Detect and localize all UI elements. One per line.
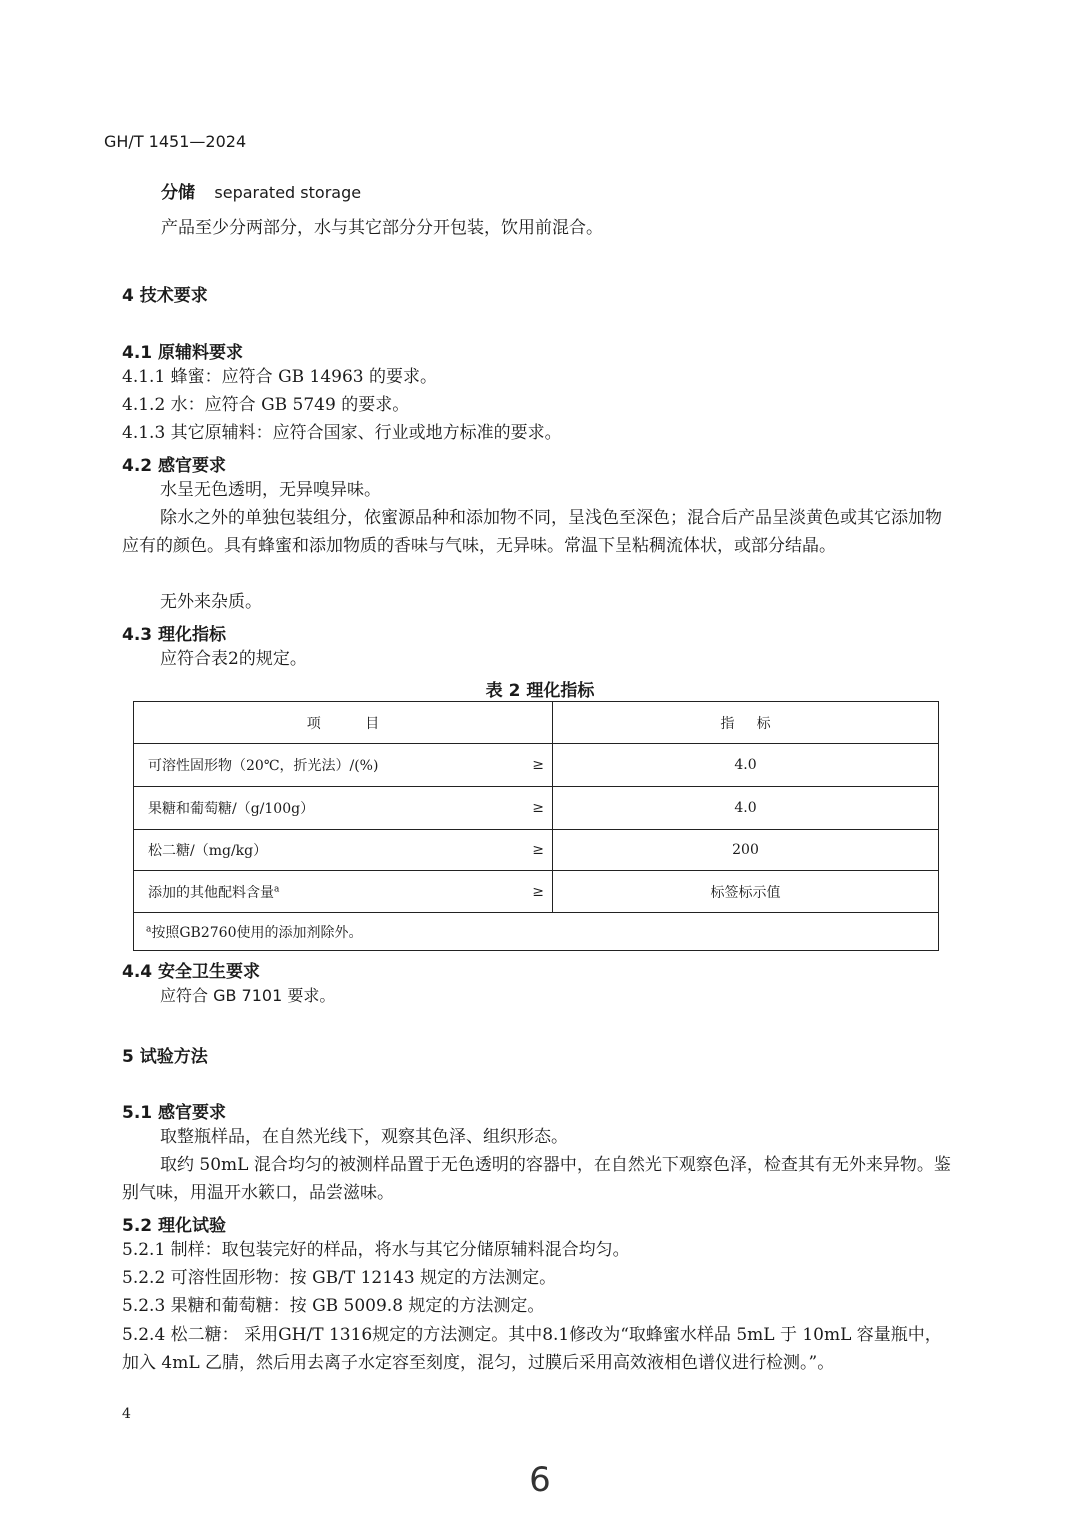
col-item-header: 项 目 xyxy=(134,702,553,744)
row-item: 可溶性固形物（20℃，折光法）/(%) ≥ xyxy=(134,744,553,787)
page-number: 4 xyxy=(122,1406,131,1422)
sensory-paragraph-3: 无外来杂质。 xyxy=(160,592,262,612)
physchem-table xyxy=(133,701,939,951)
ge-sign: ≥ xyxy=(532,842,544,858)
table-footnote-row xyxy=(134,913,939,951)
section-4-4-title: 4.4 安全卫生要求 xyxy=(122,962,261,982)
page-number-large: 6 xyxy=(529,1460,551,1500)
table-row xyxy=(134,830,939,871)
section-4-3-title: 4.3 理化指标 xyxy=(122,625,227,645)
row-value: 标签标示值 xyxy=(553,871,939,913)
row-value: 200 xyxy=(553,830,939,871)
ge-sign: ≥ xyxy=(532,883,544,900)
doc-id: GH/T 1451—2024 xyxy=(104,132,247,151)
term-definition: 产品至少分两部分，水与其它部分分开包装，饮用前混合。 xyxy=(161,218,603,238)
safety-paragraph: 应符合 GB 7101 要求。 xyxy=(160,986,336,1005)
ge-sign: ≥ xyxy=(532,800,544,816)
clause-4-1-1: 4.1.1 蜂蜜：应符合 GB 14963 的要求。 xyxy=(122,367,438,387)
row-value: 4.0 xyxy=(553,787,939,830)
clause-5-2-3: 5.2.3 果糖和葡萄糖：按 GB 5009.8 规定的方法测定。 xyxy=(122,1296,545,1316)
col-value-header: 指 标 xyxy=(553,702,939,744)
test-sensory-paragraph-2: 取约 50mL 混合均匀的被测样品置于无色透明的容器中，在自然光下观察色泽，检查其有无外来异物。鉴别气味，用温开水簌口，品尝滋味。 xyxy=(122,1155,951,1203)
clause-4-1-3: 4.1.3 其它原辅料：应符合国家、行业或地方标准的要求。 xyxy=(122,423,562,443)
section-4-2-title: 4.2 感官要求 xyxy=(122,456,227,476)
test-sensory-paragraph-1: 取整瓶样品，在自然光线下，观察其色泽、组织形态。 xyxy=(160,1127,568,1147)
row-value: 4.0 xyxy=(553,744,939,787)
sensory-paragraph-1: 水呈无色透明，无异嗅异味。 xyxy=(160,480,381,500)
ge-sign: ≥ xyxy=(532,757,544,773)
table-caption: 表 2 理化指标 xyxy=(485,681,595,701)
clause-5-2-2: 5.2.2 可溶性固形物：按 GB/T 12143 规定的方法测定。 xyxy=(122,1268,557,1288)
term-name-en: separated storage xyxy=(214,183,362,202)
section-4-1-title: 4.1 原辅料要求 xyxy=(122,343,244,363)
physchem-paragraph: 应符合表2的规定。 xyxy=(160,649,307,669)
table-header-row xyxy=(134,702,939,744)
section-5-2-title: 5.2 理化试验 xyxy=(122,1216,227,1236)
clause-5-2-4: 5.2.4 松二糖： 采用GH/T 1316规定的方法测定。其中8.1修改为“取蜂蜜水样品 5mL 于 10mL 容量瓶中，加入 4mL 乙腈，然后用去离子水定容至刻度，混匀，过膜后采用高效液相色谱仪进行检测。”。 xyxy=(122,1325,942,1373)
table-row xyxy=(134,787,939,830)
table-row xyxy=(134,871,939,913)
sensory-paragraph-2: 除水之外的单独包装组分，依蜜源品种和添加物不同，呈浅色至深色；混合后产品呈淡黄色或其它添加物应有的颜色。具有蜂蜜和添加物质的香味与气味，无异味。常温下呈粘稠流体状，或部分结晶。 xyxy=(122,508,942,556)
row-item: 果糖和葡萄糖/（g/100g） ≥ xyxy=(134,787,553,830)
term-heading xyxy=(161,182,361,204)
clause-4-1-2: 4.1.2 水：应符合 GB 5749 的要求。 xyxy=(122,395,410,415)
clause-5-2-1: 5.2.1 制样：取包装完好的样品，将水与其它分储原辅料混合均匀。 xyxy=(122,1240,630,1260)
section-5-title: 5 试验方法 xyxy=(122,1047,208,1067)
term-name-cn: 分储 xyxy=(161,183,195,203)
section-4-title: 4 技术要求 xyxy=(122,286,208,306)
table-footnote: $^a$按照GB2760使用的添加剂除外。 xyxy=(134,913,939,951)
footnote-ref: a xyxy=(274,883,280,894)
section-5-1-title: 5.1 感官要求 xyxy=(122,1103,227,1123)
row-item: 松二糖/（mg/kg） ≥ xyxy=(134,830,553,871)
table-row xyxy=(134,744,939,787)
row-item: 添加的其他配料含量$^a$ ≥ xyxy=(134,871,553,913)
